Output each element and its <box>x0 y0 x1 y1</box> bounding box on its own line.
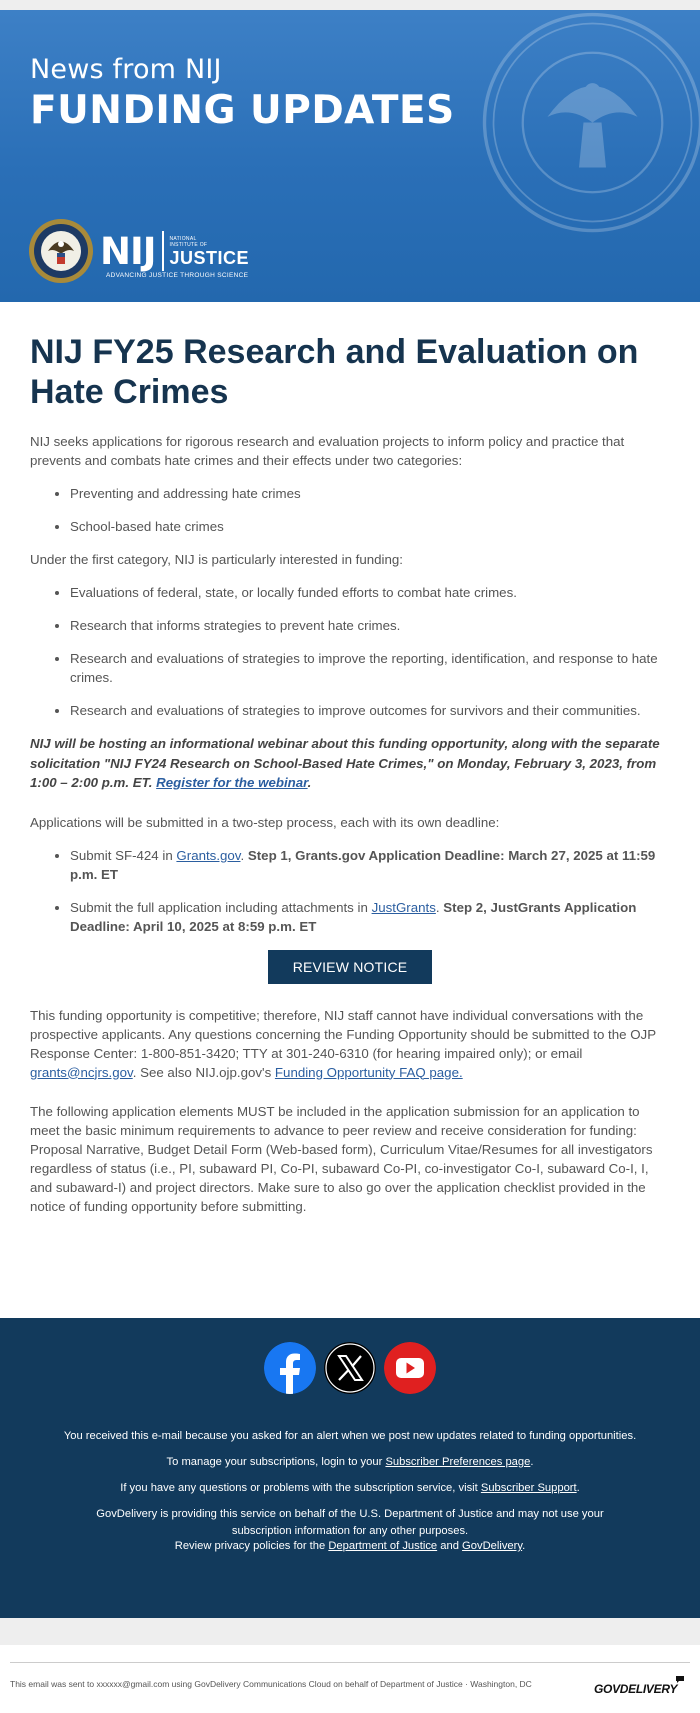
privacy-prefix: Review privacy policies for the <box>174 1540 329 1552</box>
top-spacer <box>0 0 700 10</box>
step1-prefix: Submit SF-424 in <box>70 847 177 863</box>
privacy-mid: and <box>437 1540 463 1552</box>
banner-kicker: News from NIJ <box>30 54 222 85</box>
support-line <box>30 1480 670 1497</box>
logo-justice: JUSTICE <box>169 247 250 268</box>
step1-deadline: Step 1, Grants.gov Application Deadline: March 27, 2025 at 11:59 p.m. ET <box>70 847 656 882</box>
footer <box>0 1318 700 1618</box>
divider <box>10 1662 690 1663</box>
manage-subscriptions <box>30 1454 670 1471</box>
webinar-notice <box>30 734 670 793</box>
step1-sep: . <box>240 847 248 863</box>
step2-prefix: Submit the full application including attachments in <box>70 899 372 915</box>
manage-prefix: To manage your subscriptions, login to your <box>166 1456 386 1468</box>
competitive-paragraph <box>30 1006 670 1082</box>
privacy-end: . <box>522 1540 526 1552</box>
webinar-end: . <box>307 775 312 790</box>
x-icon[interactable] <box>324 1342 376 1394</box>
steps-list <box>30 846 670 936</box>
support-prefix: If you have any questions or problems with the subscription service, visit <box>120 1482 481 1494</box>
speech-bubble-icon <box>675 1675 685 1684</box>
step-2 <box>70 898 670 936</box>
youtube-icon[interactable] <box>384 1342 436 1394</box>
nij-wordmark <box>170 236 250 267</box>
list-item: • Preventing and addressing hate crimes <box>70 484 670 503</box>
manage-end: . <box>530 1456 534 1468</box>
article-title: NIJ FY25 Research and Evaluation on Hate Crimes <box>30 333 639 411</box>
category-list <box>30 484 670 536</box>
justgrants-link[interactable]: JustGrants <box>371 899 436 915</box>
sent-to-notice: This email was sent to xxxxxx@gmail.com using GovDelivery Communications Cloud on behalf of Department of Justice · Washington, DC <box>10 1679 532 1689</box>
govdelivery-privacy-link[interactable]: GovDelivery <box>462 1540 523 1552</box>
button-wrap <box>30 950 670 984</box>
email-link[interactable]: grants@ncjrs.gov <box>30 1064 133 1080</box>
subscriber-preferences-link[interactable]: Subscriber Preferences page <box>385 1456 531 1468</box>
header-banner <box>0 10 700 302</box>
review-notice-button[interactable]: REVIEW NOTICE <box>268 950 433 984</box>
banner-headline: FUNDING UPDATES <box>30 88 455 133</box>
govdelivery-disclaimer: GovDelivery is providing this service on behalf of the U.S. Department of Justice and may not use your subscription information for any other purposes. <box>96 1508 604 1537</box>
faq-link[interactable]: Funding Opportunity FAQ page. <box>274 1064 463 1080</box>
subscriber-support-link[interactable]: Subscriber Support <box>480 1482 577 1494</box>
nij-letters: NIJ <box>100 229 156 273</box>
logo-divider <box>162 231 164 271</box>
list-item: • School-based hate crimes <box>70 517 670 536</box>
facebook-icon[interactable] <box>264 1342 316 1394</box>
govdelivery-logo[interactable] <box>594 1682 677 1696</box>
govdelivery-logo-text: GOVDELIVERY <box>594 1682 678 1696</box>
logo-institute: INSTITUTE OF <box>169 241 208 248</box>
list-item: • Evaluations of federal, state, or locally funded efforts to combat hate crimes. <box>70 583 670 602</box>
privacy-line <box>30 1538 670 1555</box>
requirements-paragraph: The following application elements MUST be included in the application submission for an application to meet the basic minimum requirements to advance to peer review and receive consideration for funding: Proposal Narrative, Budget Detail Form (Web-based form), Curriculum Vitae/Resumes for all investigators regardless of status (i.e., PI, subaward PI, Co-PI, subaward Co-PI, co-investigator Co-I, subaward Co-I, I, and subaward-I) and project directors. Make sure to also go over the application checklist provided in the notice of funding opportunity before submitting. <box>30 1103 653 1214</box>
webinar-text: NIJ will be hosting an informational webinar about this funding opportunity, along with the separate solicitation "NIJ FY24 Research on School-Based Hate Crimes," on Monday, February 3, 2023, from 1:00 – 2:00 p.m. ET. <box>30 736 660 790</box>
competitive-text: This funding opportunity is competitive; therefore, NIJ staff cannot have individual conversations with the prospective applicants. Any questions concerning the Funding Opportunity should be submitted to the OJP Response Center: 1-800-851-3420; TTY at 301-240-6310 (for hearing impaired only); or email <box>30 1007 656 1061</box>
support-end: . <box>576 1482 580 1494</box>
doj-privacy-link[interactable]: Department of Justice <box>328 1540 438 1552</box>
step2-sep: . <box>435 899 444 915</box>
doj-seal-icon <box>28 218 94 284</box>
list-item: • Research and evaluations of strategies to improve outcomes for survivors and their communities. <box>70 701 670 720</box>
interest-list <box>30 583 670 720</box>
logo-tagline: ADVANCING JUSTICE THROUGH SCIENCE <box>106 272 249 279</box>
step2-deadline: Step 2, JustGrants Application Deadline: April 10, 2025 at 8:59 p.m. ET <box>70 899 637 934</box>
list-item: • Research and evaluations of strategies to improve the reporting, identification, and response to hate crimes. <box>70 649 670 687</box>
doj-seal-watermark-icon <box>480 10 700 235</box>
bottom-spacer <box>0 1618 700 1645</box>
competitive-mid: . See also NIJ.ojp.gov's <box>132 1064 275 1080</box>
list-item: • Research that informs strategies to prevent hate crimes. <box>70 616 670 635</box>
alert-reason: You received this e-mail because you asked for an alert when we post new updates related to funding opportunities. <box>63 1430 637 1442</box>
intro-paragraph: NIJ seeks applications for rigorous research and evaluation projects to inform policy and practice that prevents and combats hate crimes and their effects under two categories: <box>30 434 625 468</box>
register-webinar-link[interactable]: Register for the webinar <box>156 775 308 790</box>
article-body <box>0 332 700 1216</box>
steps-intro: Applications will be submitted in a two-step process, each with its own deadline: <box>30 814 500 830</box>
grants-gov-link[interactable]: Grants.gov <box>176 847 241 863</box>
logo-national: NATIONAL <box>169 235 197 242</box>
first-category-intro: Under the first category, NIJ is particularly interested in funding: <box>30 552 403 567</box>
step-1 <box>70 846 670 884</box>
